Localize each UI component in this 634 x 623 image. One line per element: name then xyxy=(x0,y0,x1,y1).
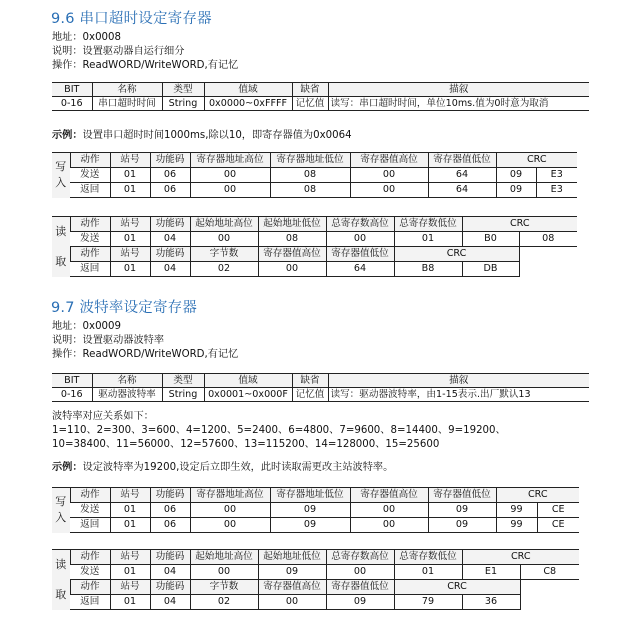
col-header: 功能码 xyxy=(150,247,190,262)
cell: 发送 xyxy=(70,168,110,183)
info-cell: 0-16 xyxy=(52,388,92,402)
cell: E3 xyxy=(536,168,577,183)
cell: 00 xyxy=(190,503,270,518)
col-header: 总寄存数高位 xyxy=(326,217,394,232)
cell: 01 xyxy=(394,232,462,247)
example-label: 示例： xyxy=(52,462,83,473)
example-line xyxy=(52,130,352,142)
cell: 08 xyxy=(270,168,350,183)
read-label: 取 xyxy=(52,247,70,277)
col-header: 动作 xyxy=(70,488,110,503)
cell: 09 xyxy=(496,168,536,183)
cell: 09 xyxy=(326,595,394,610)
col-header: 功能码 xyxy=(150,550,190,565)
cell: 发送 xyxy=(70,565,110,580)
cell: 04 xyxy=(150,565,190,580)
info-header: 描叙 xyxy=(328,374,589,388)
info-header: 值域 xyxy=(204,83,292,97)
empty-cell xyxy=(520,595,579,610)
col-header: 寄存器值低位 xyxy=(428,153,496,168)
example-text: 设定波特率为19200,设定后立即生效，此时读取需更改主站波特率。 xyxy=(82,462,394,473)
info-cell: String xyxy=(162,388,204,402)
write-label: 写 入 xyxy=(52,153,70,198)
col-header: 动作 xyxy=(70,580,110,595)
info-header: BIT xyxy=(52,83,92,97)
cell: 00 xyxy=(190,183,270,198)
col-header: 起始地址高位 xyxy=(190,550,258,565)
cell: 01 xyxy=(110,232,150,247)
address-line: 地址：0x0008 xyxy=(52,32,121,43)
cell: 02 xyxy=(190,595,258,610)
col-header: 动作 xyxy=(70,550,110,565)
col-header: 寄存器值低位 xyxy=(326,247,394,262)
read-label: 读 xyxy=(52,550,70,580)
info-header: 类型 xyxy=(162,83,204,97)
register-info-table-9-7 xyxy=(52,373,589,402)
col-header: 站号 xyxy=(110,550,150,565)
col-header: 起始地址低位 xyxy=(258,550,326,565)
read-label: 取 xyxy=(52,580,70,610)
cell: 00 xyxy=(326,565,394,580)
cell: 64 xyxy=(428,168,496,183)
cell: 返回 xyxy=(70,518,110,533)
col-header: 总寄存数低位 xyxy=(394,550,462,565)
cell: E1 xyxy=(462,565,520,580)
info-cell: String xyxy=(162,97,204,111)
example-text: 设置串口超时时间1000ms,除以10，即寄存器值为0x0064 xyxy=(82,130,352,141)
info-cell: 0x0000~0xFFFF xyxy=(204,97,292,111)
info-cell: 串口超时时间 xyxy=(92,97,162,111)
col-header: 站号 xyxy=(110,488,150,503)
section-title-9-6: 9.6 串口超时设定寄存器 xyxy=(51,11,212,27)
info-header: 缺省 xyxy=(292,83,328,97)
cell: B0 xyxy=(462,232,519,247)
info-cell: 0-16 xyxy=(52,97,92,111)
cell: 00 xyxy=(350,183,428,198)
col-header: 功能码 xyxy=(150,580,190,595)
empty-cell xyxy=(520,580,579,595)
col-header: 动作 xyxy=(70,153,110,168)
cell: 99 xyxy=(496,518,537,533)
cell: 00 xyxy=(190,565,258,580)
col-header: 寄存器地址高位 xyxy=(190,153,270,168)
cell: 09 xyxy=(428,518,496,533)
operation-line: 操作：ReadWORD/WriteWORD,有记忆 xyxy=(52,349,239,360)
cell: 发送 xyxy=(70,503,110,518)
cell: 08 xyxy=(270,183,350,198)
col-header: 站号 xyxy=(110,580,150,595)
col-header: 寄存器值高位 xyxy=(258,247,326,262)
cell: 01 xyxy=(394,565,462,580)
cell: 01 xyxy=(110,503,150,518)
col-header: 寄存器值低位 xyxy=(326,580,394,595)
cell: 01 xyxy=(110,595,150,610)
info-header: 名称 xyxy=(92,374,162,388)
col-header: 动作 xyxy=(70,217,110,232)
operation-line: 操作：ReadWORD/WriteWORD,有记忆 xyxy=(52,60,239,71)
cell: 06 xyxy=(150,168,190,183)
address-line: 地址：0x0009 xyxy=(52,321,121,332)
write-table-9-6 xyxy=(52,152,577,198)
cell: 99 xyxy=(496,503,537,518)
cell: E3 xyxy=(536,183,577,198)
col-header: CRC xyxy=(462,550,579,565)
cell: 02 xyxy=(190,262,258,277)
col-header: 总寄存数低位 xyxy=(394,217,462,232)
cell: 09 xyxy=(428,503,496,518)
baud-title: 波特率对应关系如下： xyxy=(52,411,154,422)
info-header: 缺省 xyxy=(292,374,328,388)
col-header: 站号 xyxy=(110,217,150,232)
cell: 09 xyxy=(270,503,350,518)
info-cell: 驱动器波特率 xyxy=(92,388,162,402)
cell: 06 xyxy=(150,183,190,198)
register-info-table-9-6 xyxy=(52,82,589,111)
cell: 79 xyxy=(394,595,462,610)
col-header: 寄存器值低位 xyxy=(428,488,496,503)
cell: 64 xyxy=(326,262,394,277)
read-table-9-7 xyxy=(52,549,579,610)
col-header: CRC xyxy=(394,247,519,262)
cell: 01 xyxy=(110,262,150,277)
cell: 00 xyxy=(258,595,326,610)
col-header: CRC xyxy=(462,217,577,232)
cell: 09 xyxy=(496,183,536,198)
col-header: 起始地址高位 xyxy=(190,217,258,232)
empty-cell xyxy=(519,247,577,262)
col-header: 寄存器值高位 xyxy=(258,580,326,595)
cell: 返回 xyxy=(70,183,110,198)
col-header: CRC xyxy=(496,488,579,503)
col-header: 字节数 xyxy=(190,580,258,595)
cell: 36 xyxy=(462,595,520,610)
info-header: 值域 xyxy=(204,374,292,388)
cell: 00 xyxy=(350,518,428,533)
cell: 00 xyxy=(190,232,258,247)
section-title-9-7: 9.7 波特率设定寄存器 xyxy=(51,300,198,316)
col-header: 站号 xyxy=(110,247,150,262)
info-header: BIT xyxy=(52,374,92,388)
col-header: 功能码 xyxy=(150,217,190,232)
cell: 04 xyxy=(150,262,190,277)
col-header: 动作 xyxy=(70,247,110,262)
col-header: 寄存器地址高位 xyxy=(190,488,270,503)
cell: 06 xyxy=(150,503,190,518)
info-cell: 读写：串口超时时间，单位10ms.值为0时意为取消 xyxy=(328,97,589,111)
example-line xyxy=(52,462,393,474)
write-label: 写 入 xyxy=(52,488,70,533)
write-table-9-7 xyxy=(52,487,579,533)
cell: 09 xyxy=(258,565,326,580)
cell: 返回 xyxy=(70,262,110,277)
info-cell: 记忆值 xyxy=(292,97,328,111)
cell: 00 xyxy=(190,518,270,533)
cell: DB xyxy=(462,262,519,277)
col-header: 功能码 xyxy=(150,488,190,503)
description-line: 说明：设置驱动器波特率 xyxy=(52,335,165,346)
col-header: 寄存器值高位 xyxy=(350,153,428,168)
baud-line-1: 1=110、2=300、3=600、4=1200、5=2400、6=4800、7=9600、8=14400、9=19200、 xyxy=(52,425,506,436)
cell: 01 xyxy=(110,565,150,580)
cell: CE xyxy=(537,518,579,533)
cell: 00 xyxy=(190,168,270,183)
cell: 发送 xyxy=(70,232,110,247)
baud-line-2: 10=38400、11=56000、12=57600、13=115200、14=128000、15=25600 xyxy=(52,439,440,450)
cell: 00 xyxy=(350,168,428,183)
cell: 04 xyxy=(150,232,190,247)
info-header: 名称 xyxy=(92,83,162,97)
empty-cell xyxy=(519,262,577,277)
col-header: 站号 xyxy=(110,153,150,168)
col-header: 总寄存数高位 xyxy=(326,550,394,565)
cell: 00 xyxy=(350,503,428,518)
cell: CE xyxy=(537,503,579,518)
col-header: 寄存器地址低位 xyxy=(270,153,350,168)
cell: 09 xyxy=(270,518,350,533)
cell: 06 xyxy=(150,518,190,533)
info-header: 描叙 xyxy=(328,83,589,97)
col-header: CRC xyxy=(394,580,520,595)
description-line: 说明：设置驱动器自运行细分 xyxy=(52,46,185,57)
cell: B8 xyxy=(394,262,462,277)
cell: 01 xyxy=(110,168,150,183)
col-header: CRC xyxy=(496,153,577,168)
cell: 08 xyxy=(519,232,577,247)
col-header: 寄存器值高位 xyxy=(350,488,428,503)
info-cell: 记忆值 xyxy=(292,388,328,402)
example-label: 示例： xyxy=(52,130,83,141)
read-table-9-6 xyxy=(52,216,577,277)
cell: 00 xyxy=(326,232,394,247)
col-header: 寄存器地址低位 xyxy=(270,488,350,503)
cell: 08 xyxy=(258,232,326,247)
cell: 01 xyxy=(110,183,150,198)
read-label: 读 xyxy=(52,217,70,247)
cell: 64 xyxy=(428,183,496,198)
info-header: 类型 xyxy=(162,374,204,388)
info-cell: 0x0001~0x000F xyxy=(204,388,292,402)
cell: 01 xyxy=(110,518,150,533)
info-cell: 读写：驱动器波特率，由1-15表示.出厂默认13 xyxy=(328,388,589,402)
col-header: 字节数 xyxy=(190,247,258,262)
cell: C8 xyxy=(520,565,579,580)
cell: 返回 xyxy=(70,595,110,610)
col-header: 起始地址低位 xyxy=(258,217,326,232)
cell: 04 xyxy=(150,595,190,610)
cell: 00 xyxy=(258,262,326,277)
col-header: 功能码 xyxy=(150,153,190,168)
